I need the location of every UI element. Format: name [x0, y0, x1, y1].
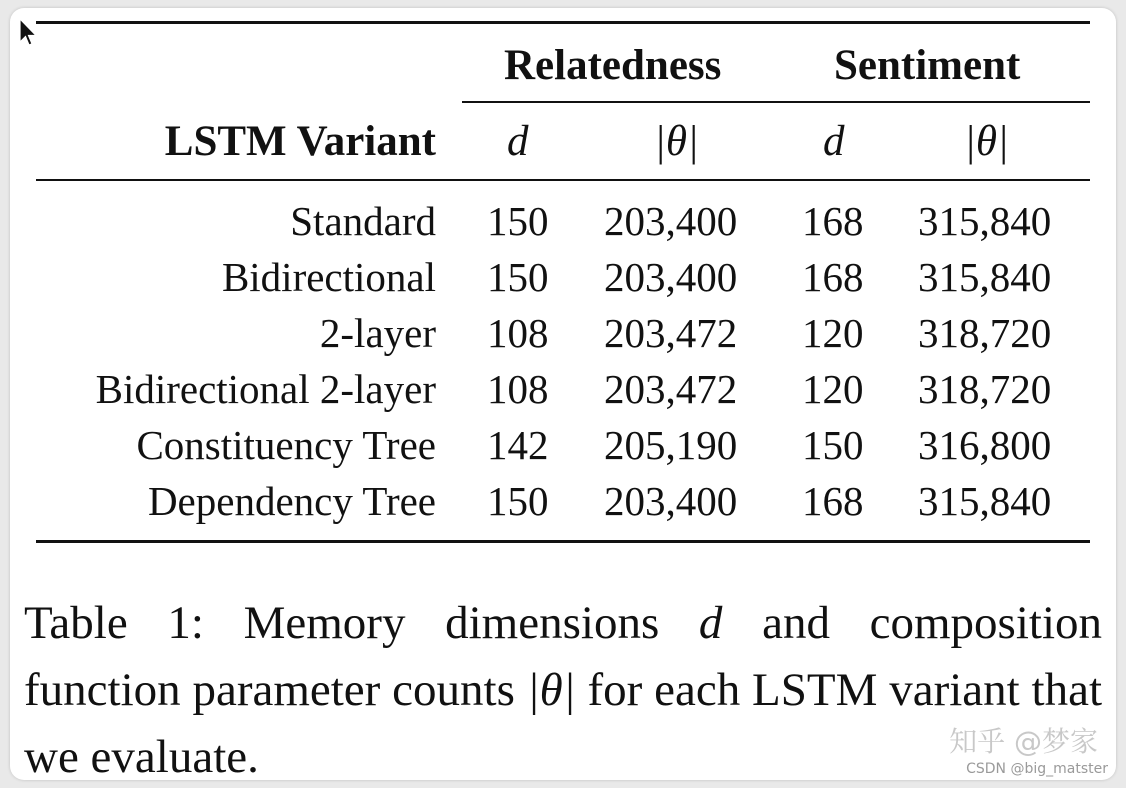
caption-variable-d: d — [698, 597, 723, 649]
table-cell: 142 — [487, 422, 549, 468]
table-cell: 318,720 — [918, 310, 1052, 356]
caption-text: Table 1: Memory dimensions — [24, 597, 699, 649]
table-cell: 203,472 — [604, 310, 738, 356]
table-cell: 315,840 — [918, 198, 1052, 244]
table-cell: 315,840 — [918, 254, 1052, 300]
table-cell: 150 — [487, 478, 549, 524]
caption-text: for each LSTM variant that we evaluate. — [24, 664, 1103, 780]
header-rule — [36, 179, 1090, 181]
table-cell: 168 — [802, 478, 864, 524]
caption-text: and composition function parameter counts — [24, 597, 1102, 716]
zhihu-watermark: 知乎 @梦家 — [949, 725, 1098, 758]
group-underline — [462, 101, 1090, 103]
table-cell: 120 — [802, 366, 864, 412]
table-cell: 108 — [487, 366, 549, 412]
table-cell: 168 — [802, 254, 864, 300]
table-cell: 150 — [802, 422, 864, 468]
table-cell: 318,720 — [918, 366, 1052, 412]
csdn-watermark: CSDN @big_matster — [966, 761, 1108, 777]
variant-name: Bidirectional — [221, 254, 436, 300]
mouse-pointer-icon — [18, 18, 38, 48]
col-header-relatedness-d: d — [507, 118, 529, 165]
table-cell: 315,840 — [918, 478, 1052, 524]
table-bottom-rule — [36, 540, 1090, 543]
caption-variable-theta: |θ| — [526, 664, 576, 716]
table-cell: 120 — [802, 310, 864, 356]
variant-name: Dependency Tree — [147, 478, 436, 524]
table-cell: 203,472 — [604, 366, 738, 412]
variant-name: Constituency Tree — [136, 422, 436, 468]
col-header-sentiment-d: d — [823, 118, 845, 165]
table-top-rule — [36, 21, 1090, 24]
table-caption — [24, 590, 1102, 780]
table-cell: 203,400 — [604, 254, 738, 300]
table-cell: 203,400 — [604, 478, 738, 524]
variant-name: Standard — [290, 198, 436, 244]
table-cell: 316,800 — [918, 422, 1052, 468]
table-cell: 168 — [802, 198, 864, 244]
table-cell: 150 — [487, 198, 549, 244]
group-header-sentiment: Sentiment — [834, 42, 1021, 89]
variant-column-header: LSTM Variant — [164, 118, 436, 165]
table-cell: 150 — [487, 254, 549, 300]
group-header-relatedness: Relatedness — [504, 42, 722, 89]
table-cell: 203,400 — [604, 198, 738, 244]
variant-name: 2-layer — [319, 310, 436, 356]
col-header-sentiment-theta: |θ| — [964, 118, 1009, 165]
table-cell: 108 — [487, 310, 549, 356]
paper-snippet — [10, 8, 1116, 780]
variant-name: Bidirectional 2-layer — [95, 366, 436, 412]
table-cell: 205,190 — [604, 422, 738, 468]
col-header-relatedness-theta: |θ| — [654, 118, 699, 165]
